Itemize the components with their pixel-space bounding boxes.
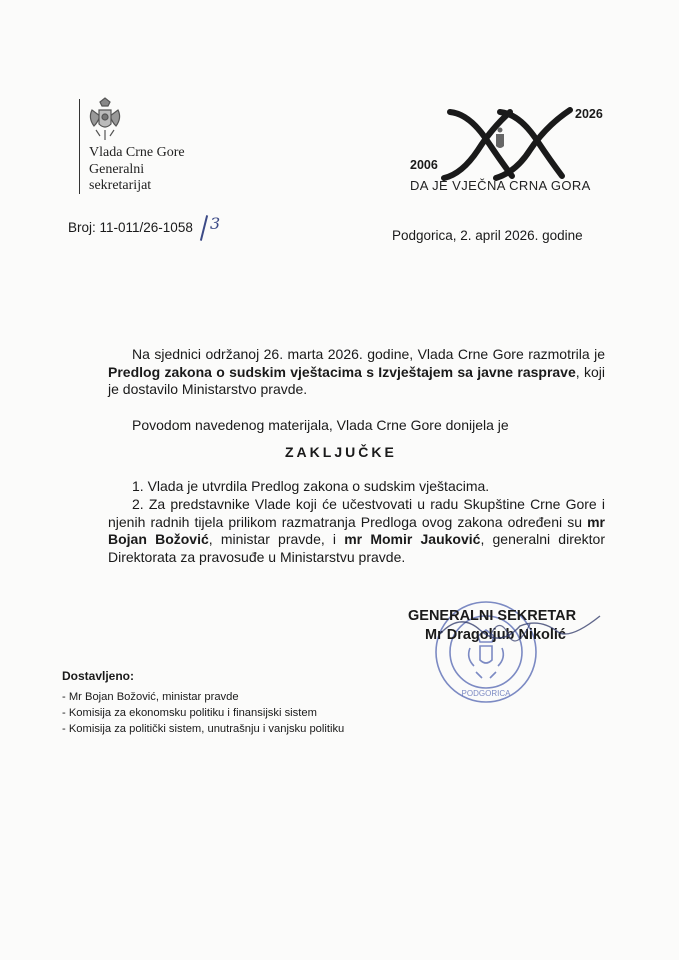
organization-name [89,145,185,195]
item2-text-end: , generalni direktor Direktorata za pravosuđe u Ministarstvu pravde. [108,531,605,565]
svg-text:PODGORICA: PODGORICA [461,689,511,698]
item2-name-2: mr Momir Jauković [344,531,481,547]
intro-text-end: , koji je dostavilo Ministarstvo pravde. [108,363,605,397]
document-date: Podgorica, 2. april 2026. godine [392,228,583,243]
item2-name-1: mr Bojan Božović [108,513,605,547]
logo-motto: DA JE VJEČNA CRNA GORA [410,178,591,193]
header-divider-line [79,99,80,194]
org-line-3: sekretarijat [89,178,152,193]
conclusions-heading: ZAKLJUČKE [285,444,397,460]
signatory-name: Mr Dragoljub Nikolić [425,627,566,643]
conclusion-item-1: 1. Vlada je utvrdila Predlog zakona o sudskim vještacima. [132,478,490,494]
list-item: - Komisija za politički sistem, unutrašnju i vanjsku politiku [62,723,345,735]
montenegro-coat-of-arms-icon [86,96,124,142]
logo-year-right: 2026 [575,107,603,121]
org-line-2: Generalni [89,161,145,177]
distribution-title: Dostavljeno: [62,669,135,683]
reference-number: Broj: 11-011/26-1058 [68,220,193,235]
signatory-title: GENERALNI SEKRETAR [408,608,577,624]
intro-text: Na sjednici održanoj 26. marta 2026. godine, Vlada Crne Gore razmotrila je [132,346,605,362]
list-item: - Mr Bojan Božović, ministar pravde [62,691,239,703]
handwritten-signature [430,604,610,654]
distribution-list [62,689,344,737]
handwritten-number: 3 [210,214,221,233]
intro-bold-title: Predlog zakona o sudskim vještacima s Izvještajem sa javne rasprave [108,363,576,380]
list-item: - Komisija za ekonomsku politiku i finansijski sistem [62,707,317,719]
logo-year-left: 2006 [410,158,438,172]
paragraph-intro [108,346,605,399]
item2-text: 2. Za predstavnike Vlade koji će učestvovati u radu Skupštine Crne Gore i njenih radnih tijela prilikom razmatranja Predloga ovog zakona određeni su [108,496,605,530]
org-line-1: Vlada Crne Gore [89,145,185,160]
conclusion-item-2 [108,496,605,566]
paragraph-decision: Povodom navedenog materijala, Vlada Crne Gore donijela je [132,417,509,433]
item2-text-mid: , ministar pravde, i [208,531,345,547]
